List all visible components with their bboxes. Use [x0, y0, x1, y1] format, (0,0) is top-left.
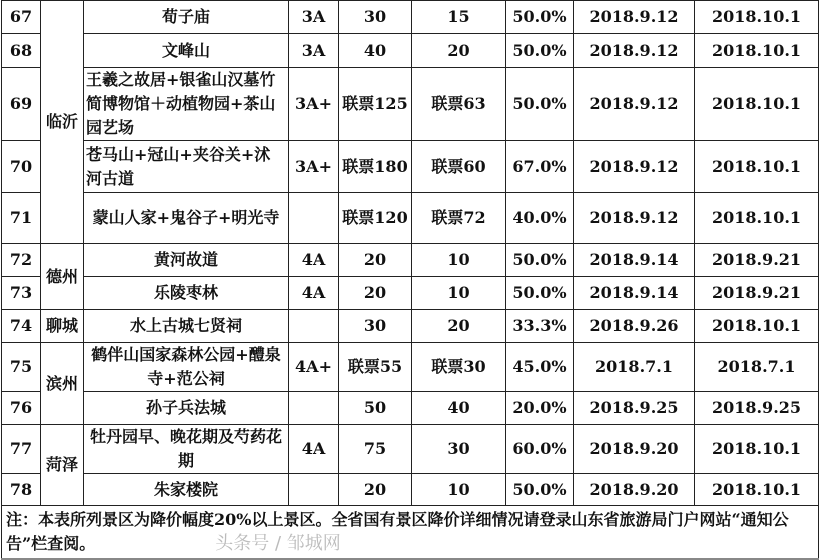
- scenic-name: 乐陵枣林: [84, 277, 289, 310]
- end-date: 2018.10.1: [695, 310, 819, 343]
- level: 3A+: [289, 141, 339, 193]
- discount-rate: 50.0%: [506, 474, 574, 506]
- scenic-name: 荀子庙: [84, 1, 289, 34]
- level: [289, 310, 339, 343]
- discount-price: 15: [412, 1, 506, 34]
- discount-rate: 60.0%: [506, 425, 574, 474]
- discount-rate: 50.0%: [506, 68, 574, 141]
- table-note: 注：本表所列景区为降价幅度20%以上景区。全省国有景区降价详细情况请登录山东省旅游局门户网站“通知公告”栏查阅。: [6, 510, 789, 553]
- row-number: 67: [2, 1, 41, 34]
- table-row: [2, 425, 819, 474]
- city-cell: 临沂: [41, 1, 84, 244]
- table-row: [2, 343, 819, 392]
- scenic-name: 文峰山: [84, 34, 289, 68]
- scenic-name: 王羲之故居+银雀山汉墓竹简博物馆＋动植物园+茶山园艺场: [84, 68, 289, 141]
- start-date: 2018.9.14: [574, 244, 695, 277]
- end-date: 2018.10.1: [695, 1, 819, 34]
- discount-price: 20: [412, 310, 506, 343]
- end-date: 2018.10.1: [695, 425, 819, 474]
- row-number: 68: [2, 34, 41, 68]
- discount-price: 10: [412, 474, 506, 506]
- end-date: 2018.10.1: [695, 474, 819, 506]
- table-row: [2, 244, 819, 277]
- discount-rate: 50.0%: [506, 244, 574, 277]
- start-date: 2018.9.12: [574, 68, 695, 141]
- level: 4A: [289, 277, 339, 310]
- original-price: 30: [339, 310, 412, 343]
- row-number: 77: [2, 425, 41, 474]
- end-date: 2018.9.25: [695, 392, 819, 425]
- original-price: 30: [339, 1, 412, 34]
- scenic-name: 鹤伴山国家森林公园+醴泉寺+范公祠: [84, 343, 289, 392]
- original-price: 20: [339, 277, 412, 310]
- scenic-name: 水上古城七贤祠: [84, 310, 289, 343]
- original-price: 20: [339, 474, 412, 506]
- discount-price: 联票72: [412, 193, 506, 244]
- table-row: [2, 310, 819, 343]
- table-note-cell: [2, 506, 819, 560]
- discount-price: 40: [412, 392, 506, 425]
- row-number: 72: [2, 244, 41, 277]
- row-number: 76: [2, 392, 41, 425]
- row-number: 73: [2, 277, 41, 310]
- level: [289, 193, 339, 244]
- original-price: 50: [339, 392, 412, 425]
- table-row: [2, 34, 819, 68]
- discount-rate: 40.0%: [506, 193, 574, 244]
- end-date: 2018.10.1: [695, 68, 819, 141]
- end-date: 2018.7.1: [695, 343, 819, 392]
- start-date: 2018.9.20: [574, 425, 695, 474]
- start-date: 2018.9.12: [574, 193, 695, 244]
- start-date: 2018.7.1: [574, 343, 695, 392]
- level: [289, 392, 339, 425]
- level: 3A: [289, 1, 339, 34]
- start-date: 2018.9.20: [574, 474, 695, 506]
- discount-rate: 50.0%: [506, 277, 574, 310]
- row-number: 74: [2, 310, 41, 343]
- original-price: 联票180: [339, 141, 412, 193]
- original-price: 联票55: [339, 343, 412, 392]
- scenic-name: 朱家楼院: [84, 474, 289, 506]
- discount-price: 30: [412, 425, 506, 474]
- end-date: 2018.10.1: [695, 34, 819, 68]
- discount-rate: 33.3%: [506, 310, 574, 343]
- start-date: 2018.9.26: [574, 310, 695, 343]
- end-date: 2018.10.1: [695, 141, 819, 193]
- end-date: 2018.9.21: [695, 277, 819, 310]
- scenic-name: 孙子兵法城: [84, 392, 289, 425]
- discount-rate: 67.0%: [506, 141, 574, 193]
- row-number: 69: [2, 68, 41, 141]
- end-date: 2018.10.1: [695, 193, 819, 244]
- city-cell: 德州: [41, 244, 84, 310]
- original-price: 75: [339, 425, 412, 474]
- table-row: [2, 277, 819, 310]
- watermark: 头条号 / 邹城网: [215, 533, 341, 554]
- original-price: 联票120: [339, 193, 412, 244]
- city-cell: 滨州: [41, 343, 84, 425]
- original-price: 联票125: [339, 68, 412, 141]
- discount-rate: 20.0%: [506, 392, 574, 425]
- table-row: [2, 392, 819, 425]
- city-cell: 聊城: [41, 310, 84, 343]
- level: 4A: [289, 244, 339, 277]
- scenic-name: 蒙山人家+鬼谷子+明光寺: [84, 193, 289, 244]
- end-date: 2018.9.21: [695, 244, 819, 277]
- level: 3A: [289, 34, 339, 68]
- note-row: [2, 506, 819, 560]
- discount-rate: 45.0%: [506, 343, 574, 392]
- scenic-name: 黄河故道: [84, 244, 289, 277]
- start-date: 2018.9.12: [574, 34, 695, 68]
- row-number: 70: [2, 141, 41, 193]
- row-number: 78: [2, 474, 41, 506]
- discount-rate: 50.0%: [506, 1, 574, 34]
- start-date: 2018.9.12: [574, 1, 695, 34]
- city-cell: 菏泽: [41, 425, 84, 506]
- row-number: 71: [2, 193, 41, 244]
- discount-rate: 50.0%: [506, 34, 574, 68]
- level: [289, 474, 339, 506]
- table-row: [2, 474, 819, 506]
- table-row: [2, 68, 819, 141]
- row-number: 75: [2, 343, 41, 392]
- table-row: [2, 141, 819, 193]
- scenic-name: 苍马山+冠山+夹谷关+沭河古道: [84, 141, 289, 193]
- discount-price: 10: [412, 277, 506, 310]
- discount-price: 20: [412, 34, 506, 68]
- original-price: 20: [339, 244, 412, 277]
- original-price: 40: [339, 34, 412, 68]
- start-date: 2018.9.14: [574, 277, 695, 310]
- discount-price: 联票30: [412, 343, 506, 392]
- level: 4A+: [289, 343, 339, 392]
- table-row: [2, 193, 819, 244]
- start-date: 2018.9.12: [574, 141, 695, 193]
- discount-price: 联票63: [412, 68, 506, 141]
- scenic-name: 牡丹园早、晚花期及芍药花期: [84, 425, 289, 474]
- level: 3A+: [289, 68, 339, 141]
- discount-price: 10: [412, 244, 506, 277]
- start-date: 2018.9.25: [574, 392, 695, 425]
- scenic-discount-table: [1, 0, 819, 560]
- table-row: [2, 1, 819, 34]
- level: 4A: [289, 425, 339, 474]
- discount-price: 联票60: [412, 141, 506, 193]
